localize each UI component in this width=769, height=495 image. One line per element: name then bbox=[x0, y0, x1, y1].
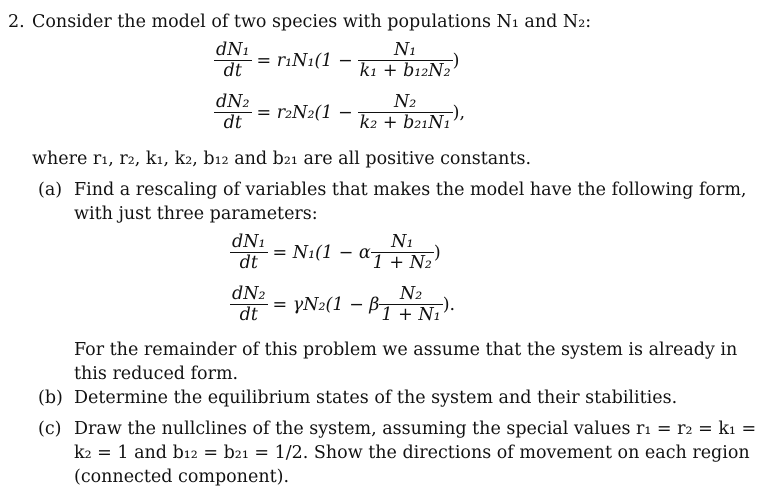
reduced-equation-2 bbox=[230, 284, 455, 325]
rhs-fraction: $\frac{\text{N₂}}{\text{k₂ + b₂₁N₁}}$ bbox=[359, 92, 451, 133]
lhs-fraction: $\frac{\text{dN₂}}{dt}$ bbox=[232, 284, 266, 325]
rhs-suffix: ), bbox=[452, 102, 466, 123]
part-a-label: (a) bbox=[38, 180, 63, 200]
part-b-label: (b) bbox=[38, 388, 63, 408]
part-a-text-line2: with just three parameters: bbox=[74, 204, 318, 224]
part-c-text-line3: (connected component). bbox=[74, 467, 290, 487]
rhs-fraction: $\frac{\text{N₂}}{\text{1 + N₁}}$ bbox=[381, 284, 441, 325]
lhs-fraction: $\frac{\text{dN₂}}{dt}$ bbox=[216, 92, 250, 133]
rhs-prefix: = r₂N₂(1 − bbox=[256, 102, 353, 123]
lhs-fraction: $\frac{\text{dN₁}}{dt}$ bbox=[232, 232, 266, 273]
lhs-fraction: $\frac{\text{dN₁}}{dt}$ bbox=[216, 40, 250, 81]
problem-intro: Consider the model of two species with populations N₁ and N₂: bbox=[32, 12, 592, 32]
problem-number: 2. bbox=[8, 12, 25, 32]
part-a-text-line1: Find a rescaling of variables that makes the model have the following form, bbox=[74, 180, 747, 200]
part-a-remainder-line2: this reduced form. bbox=[74, 364, 239, 384]
rhs-prefix: = N₁(1 − α bbox=[272, 242, 371, 263]
where-constants-text: where r₁, r₂, k₁, k₂, b₁₂ and b₂₁ are all positive constants. bbox=[32, 149, 532, 169]
rhs-suffix: ) bbox=[452, 50, 460, 71]
original-equation-1 bbox=[214, 40, 459, 81]
rhs-fraction: $\frac{\text{N₁}}{\text{k₁ + b₁₂N₂}}$ bbox=[359, 40, 451, 81]
part-a-remainder-line1: For the remainder of this problem we assume that the system is already in bbox=[74, 340, 738, 360]
rhs-suffix: ). bbox=[442, 294, 456, 315]
part-b-text: Determine the equilibrium states of the system and their stabilities. bbox=[74, 388, 678, 408]
rhs-suffix: ) bbox=[433, 242, 441, 263]
rhs-fraction: $\frac{\text{N₁}}{\text{1 + N₂}}$ bbox=[372, 232, 432, 273]
reduced-equation-1 bbox=[230, 232, 441, 273]
part-c-label: (c) bbox=[38, 419, 62, 439]
part-c-text-line1: Draw the nullclines of the system, assuming the special values r₁ = r₂ = k₁ = bbox=[74, 419, 757, 439]
original-equation-2 bbox=[214, 92, 465, 133]
rhs-prefix: = r₁N₁(1 − bbox=[256, 50, 353, 71]
rhs-prefix: = γN₂(1 − β bbox=[272, 294, 380, 315]
part-c-text-line2: k₂ = 1 and b₁₂ = b₂₁ = 1/2. Show the directions of movement on each region bbox=[74, 443, 750, 463]
